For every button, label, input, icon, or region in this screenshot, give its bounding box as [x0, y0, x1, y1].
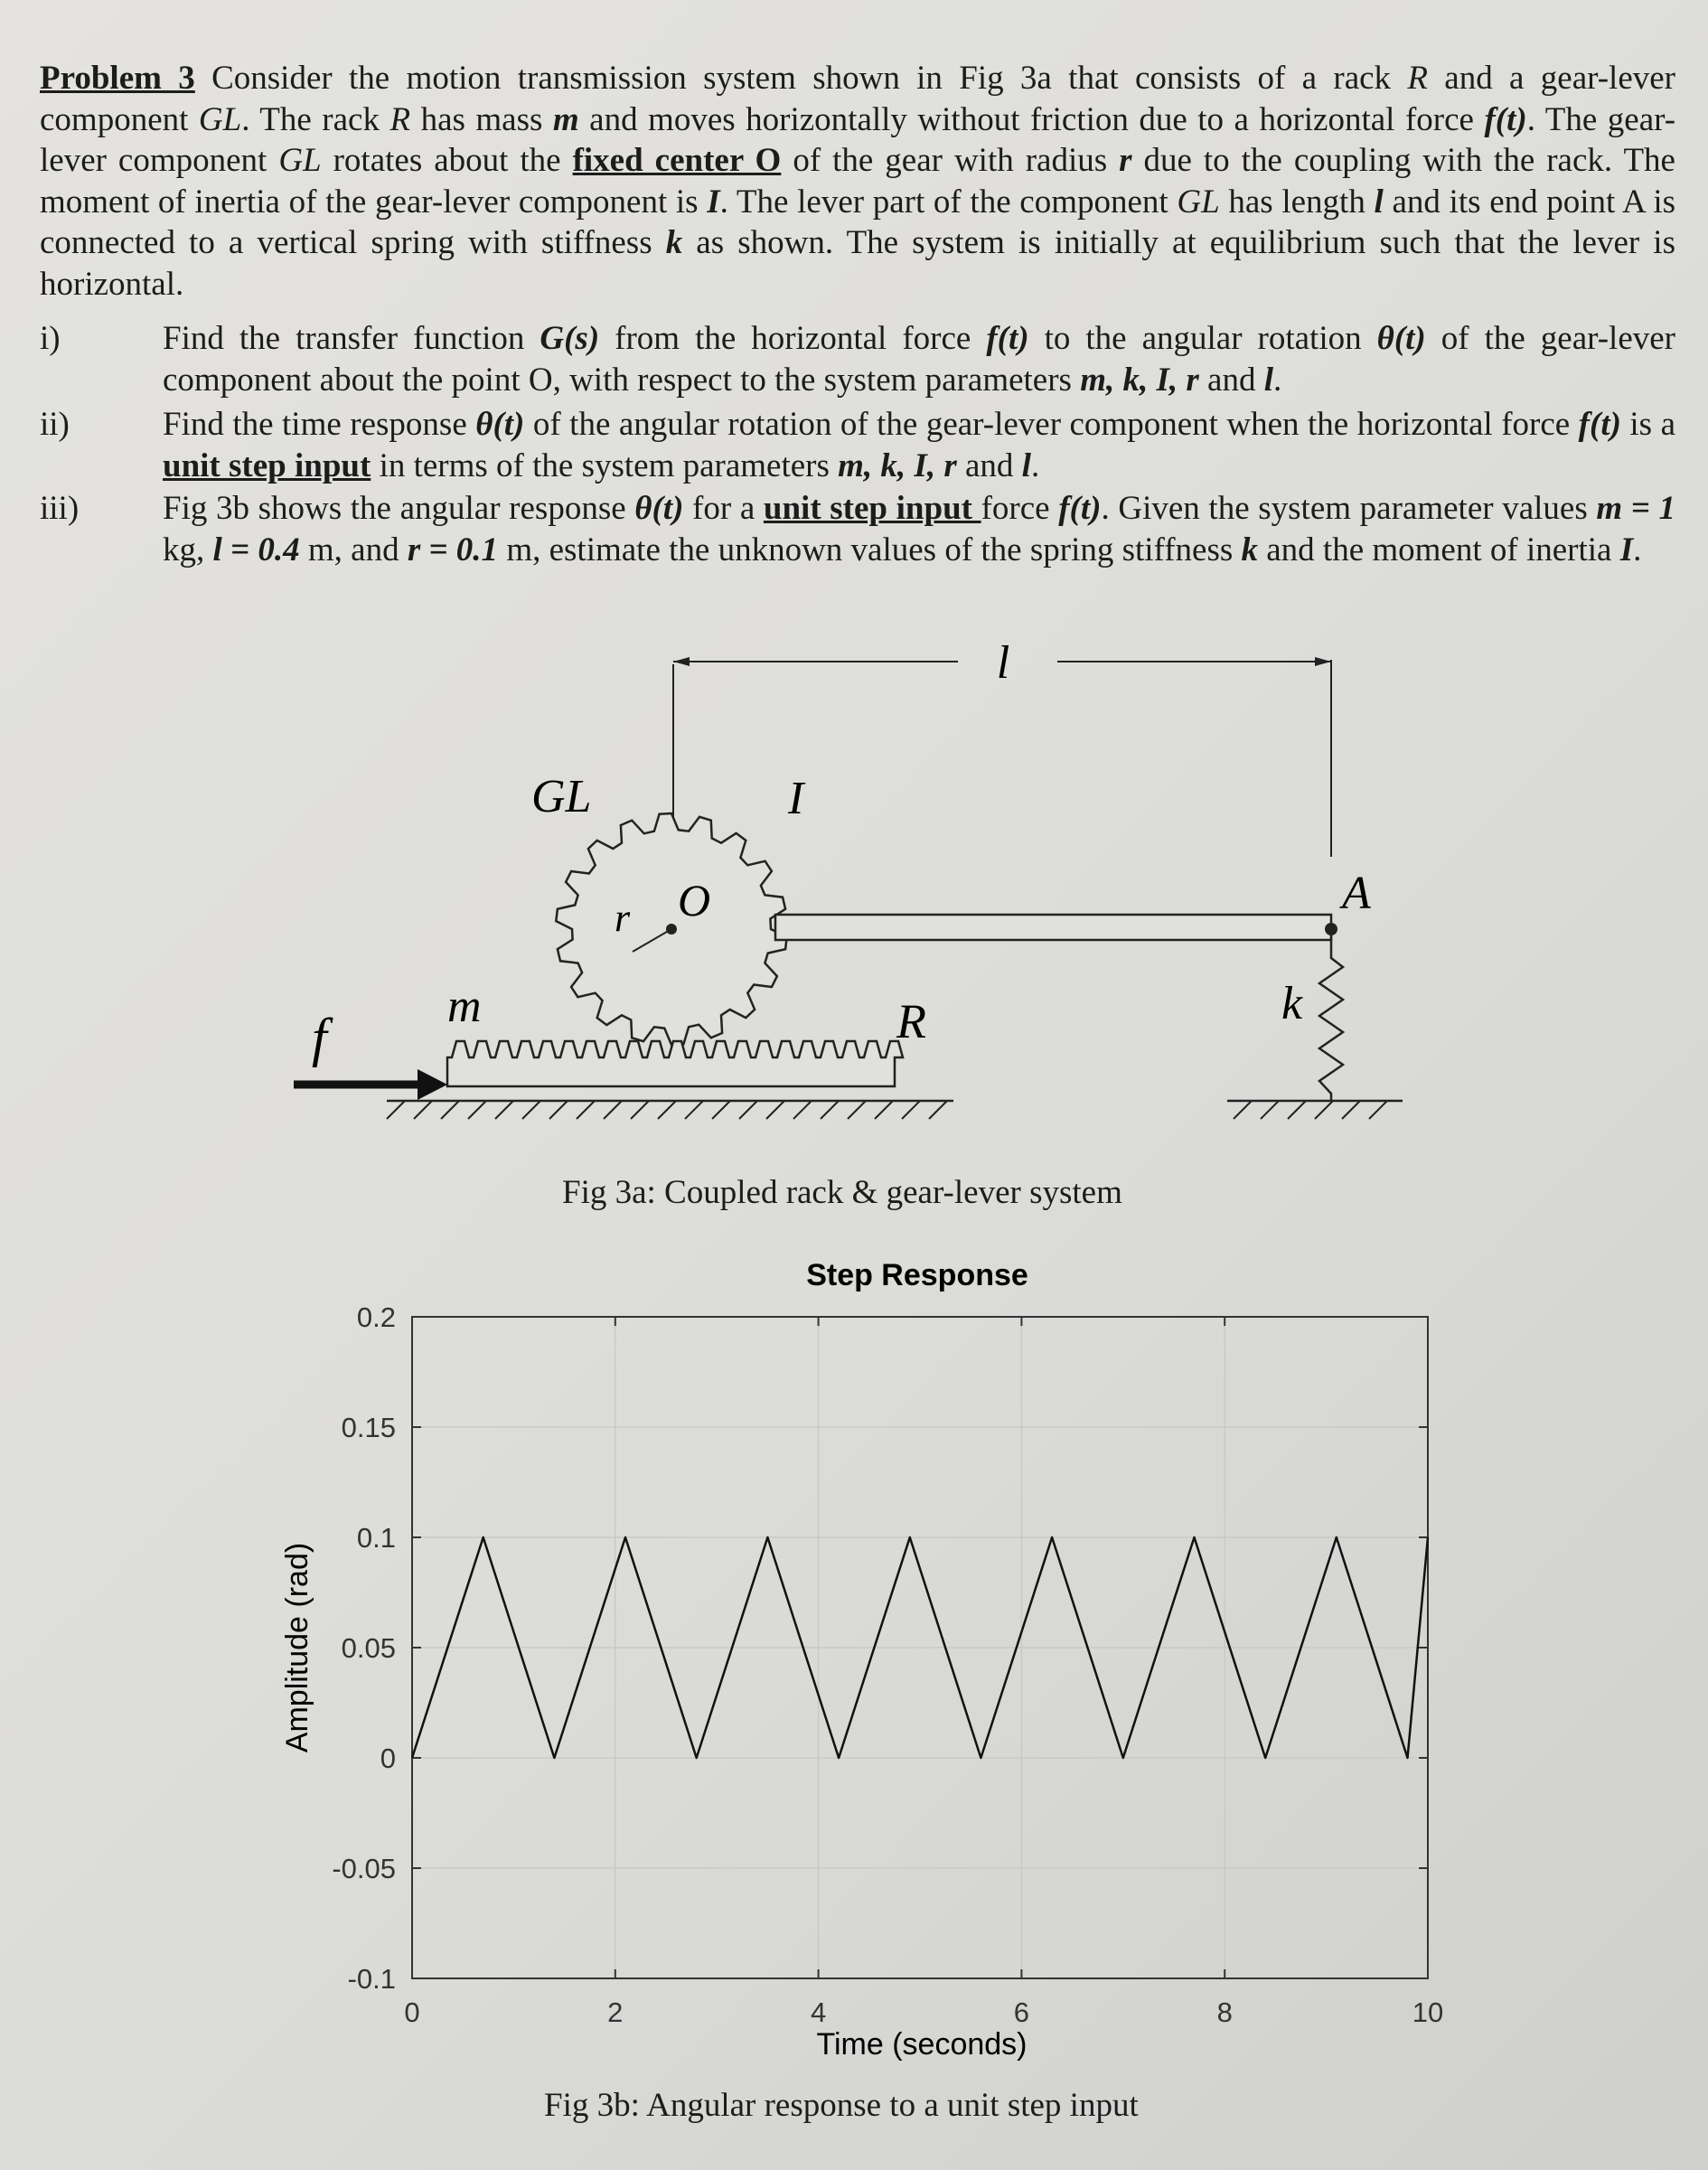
hatch-mark	[549, 1101, 568, 1119]
text: has length	[1219, 183, 1375, 221]
text: and the moment of inertia	[1258, 531, 1620, 568]
rack-ground-hatch	[387, 1101, 947, 1119]
text: m, estimate the unknown values of the spring stiffness	[498, 531, 1242, 568]
fixed-center-text: fixed center O	[572, 142, 782, 179]
question-number: iii)	[40, 490, 80, 527]
hatch-mark	[739, 1101, 757, 1119]
text: .	[1633, 531, 1642, 568]
fig3a-caption: Fig 3a: Coupled rack & gear-lever system	[562, 1174, 1122, 1211]
hatch-mark	[848, 1101, 866, 1119]
text: of the gear with radius	[781, 142, 1120, 179]
hatch-mark	[468, 1101, 486, 1119]
text: is a	[1620, 406, 1675, 443]
label-m: m	[447, 981, 482, 1032]
label-r: r	[615, 896, 631, 940]
spring-ground-hatch	[1234, 1101, 1387, 1119]
text: Find the time response	[163, 406, 476, 443]
symbol-R: R	[1407, 60, 1428, 97]
text: .	[1030, 447, 1040, 484]
hatch-mark	[766, 1101, 784, 1119]
symbol-GL: GL	[1177, 183, 1220, 221]
question-text	[163, 318, 1675, 401]
text: has mass	[410, 100, 553, 138]
hatch-mark	[1261, 1101, 1279, 1119]
text: . Given the system parameter values	[1101, 490, 1597, 527]
y-tick-label: 0.15	[341, 1412, 396, 1443]
symbol-f: f(t)	[986, 320, 1029, 357]
x-tick-label: 0	[404, 1996, 420, 2028]
text: kg,	[163, 531, 213, 568]
lever-arm	[775, 915, 1331, 940]
hatch-mark	[1288, 1101, 1306, 1119]
symbol-params: m, k, I, r	[838, 447, 957, 484]
symbol-l: l	[1263, 362, 1273, 399]
hatch-mark	[387, 1101, 405, 1119]
hatch-mark	[495, 1101, 513, 1119]
force-arrow-head	[418, 1069, 447, 1100]
problem-heading: Problem 3	[40, 60, 195, 97]
question-text	[163, 488, 1675, 571]
symbol-k: k	[1241, 531, 1258, 568]
value-l: l = 0.4	[212, 531, 300, 568]
x-tick-label: 8	[1216, 1996, 1233, 2028]
hatch-mark	[902, 1101, 920, 1119]
text: due to the coupling with the rack. The moment of inertia of the gear-lever component is	[40, 142, 1675, 221]
chart-title: Step Response	[806, 1258, 1028, 1292]
symbol-GL: GL	[198, 100, 242, 138]
text: . The lever part of the component	[719, 183, 1178, 221]
hatch-mark	[441, 1101, 459, 1119]
text: Consider the motion transmission system shown in Fig 3a that consists of a rack	[194, 60, 1408, 97]
x-tick-label: 4	[810, 1996, 827, 2028]
unit-step-text: unit step input	[763, 490, 981, 527]
value-r: r = 0.1	[407, 531, 499, 568]
chart-ticks	[332, 1301, 1443, 2028]
hatch-mark	[685, 1101, 703, 1119]
symbol-theta: θ(t)	[475, 406, 525, 443]
label-GL: GL	[531, 771, 592, 822]
label-I: I	[788, 773, 804, 824]
question-text	[163, 404, 1675, 487]
x-tick-label: 2	[607, 1996, 624, 2028]
dimension-arrow-left	[673, 657, 690, 666]
symbol-r: r	[1119, 142, 1132, 179]
x-axis-label: Time (seconds)	[816, 2027, 1028, 2061]
hatch-mark	[712, 1101, 730, 1119]
label-R: R	[896, 994, 926, 1048]
symbol-l: l	[1374, 183, 1384, 221]
text: for a	[683, 490, 764, 527]
hatch-mark	[821, 1101, 839, 1119]
hatch-mark	[522, 1101, 540, 1119]
y-tick-label: 0.2	[356, 1301, 396, 1333]
question-number: ii)	[40, 406, 70, 443]
text: .	[1272, 362, 1282, 399]
dimension-arrow-right	[1315, 657, 1331, 666]
hatch-mark	[793, 1101, 812, 1119]
hatch-mark	[1342, 1101, 1360, 1119]
label-l: l	[996, 637, 1010, 689]
hatch-mark	[631, 1101, 649, 1119]
text: rotates about the	[321, 142, 573, 179]
label-k: k	[1281, 978, 1303, 1029]
hatch-mark	[1234, 1101, 1252, 1119]
symbol-R: R	[389, 100, 411, 138]
text: to the angular rotation	[1028, 320, 1377, 357]
y-tick-label: -0.1	[347, 1963, 396, 1995]
text: in terms of the system parameters	[371, 447, 839, 484]
hatch-mark	[1315, 1101, 1333, 1119]
step-response-chart	[0, 1247, 1708, 2061]
symbol-k: k	[665, 224, 683, 261]
text: and a gear-lever component	[40, 60, 1675, 138]
y-axis-label: Amplitude (rad)	[280, 1542, 314, 1753]
symbol-GL: GL	[278, 142, 322, 179]
problem-intro	[40, 58, 1675, 305]
symbol-theta: θ(t)	[634, 490, 684, 527]
gear-lever-diagram	[0, 624, 1708, 1121]
question-number: i)	[40, 320, 61, 357]
symbol-Gs: G(s)	[540, 320, 600, 357]
symbol-m: m	[552, 100, 579, 138]
label-A: A	[1342, 868, 1371, 919]
hatch-mark	[604, 1101, 622, 1119]
hatch-mark	[658, 1101, 676, 1119]
label-f: f	[312, 1008, 327, 1067]
text: and its end point A is connected to a vertical spring with stiffness	[40, 183, 1675, 261]
x-tick-label: 6	[1013, 1996, 1030, 2028]
text: from the horizontal force	[599, 320, 987, 357]
symbol-f: f(t)	[1058, 490, 1102, 527]
text: . The gear-lever component	[40, 100, 1676, 179]
hatch-mark	[929, 1101, 947, 1119]
symbol-f: f(t)	[1578, 406, 1621, 443]
symbol-I: I	[1619, 531, 1634, 568]
fig3b-caption: Fig 3b: Angular response to a unit step input	[544, 2087, 1139, 2124]
y-tick-label: -0.05	[332, 1853, 396, 1884]
rack	[447, 1041, 903, 1086]
text: and	[1198, 362, 1264, 399]
text: of the angular rotation of the gear-lever component when the horizontal force	[524, 406, 1579, 443]
symbol-l: l	[1021, 447, 1031, 484]
y-tick-label: 0.05	[341, 1632, 396, 1664]
text: as shown. The system is initially at equilibrium such that the lever is horizontal.	[40, 224, 1675, 303]
point-A	[1325, 923, 1337, 935]
text: force	[981, 490, 1059, 527]
text: . The rack	[241, 100, 390, 138]
y-tick-label: 0.1	[356, 1522, 396, 1554]
label-O: O	[678, 875, 711, 925]
symbol-theta: θ(t)	[1376, 320, 1426, 357]
symbol-f: f(t)	[1484, 100, 1527, 138]
chart-grid	[412, 1317, 1428, 1978]
hatch-mark	[577, 1101, 595, 1119]
spring	[1319, 935, 1343, 1101]
text: of the gear-lever component about the point O, with respect to the system parameters	[163, 320, 1676, 399]
text: and moves horizontally without friction due to a horizontal force	[578, 100, 1485, 138]
symbol-params: m, k, I, r	[1080, 362, 1199, 399]
text: Find the transfer function	[163, 320, 540, 357]
text: and	[956, 447, 1022, 484]
value-m: m = 1	[1596, 490, 1675, 527]
hatch-mark	[414, 1101, 432, 1119]
x-tick-label: 10	[1412, 1996, 1444, 2028]
text: m, and	[299, 531, 408, 568]
hatch-mark	[875, 1101, 893, 1119]
hatch-mark	[1369, 1101, 1387, 1119]
unit-step-text: unit step input	[163, 447, 371, 484]
y-tick-label: 0	[380, 1743, 396, 1774]
text: Fig 3b shows the angular response	[163, 490, 635, 527]
symbol-I: I	[707, 183, 720, 221]
